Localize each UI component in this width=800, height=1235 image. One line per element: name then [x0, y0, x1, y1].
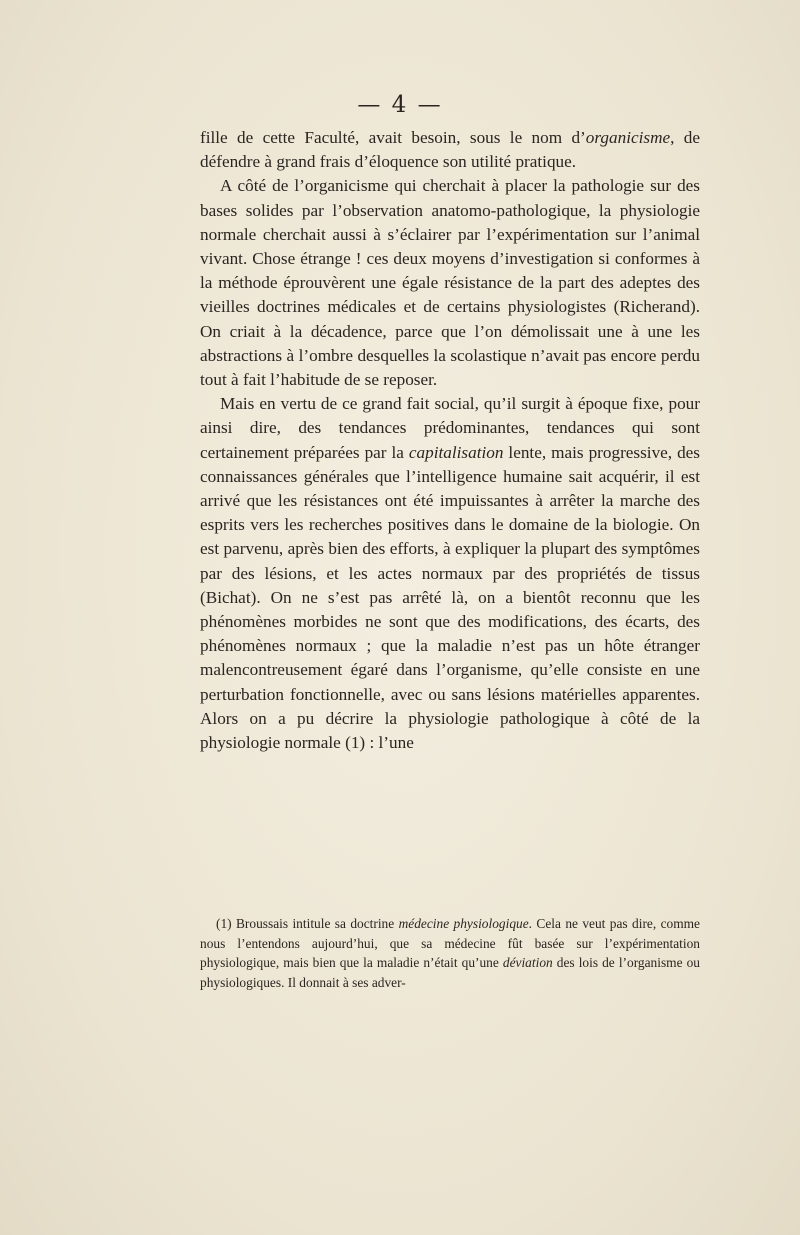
paragraph	[200, 174, 700, 392]
paragraph	[200, 392, 700, 755]
text-run: fille de cette Faculté, avait besoin, sous le nom d’	[200, 128, 586, 147]
text-run: . Cela ne veut pas dire, comme nous l’entendons aujourd’hui, que sa médecine fût basée sur l’expérimentation physiologique, mais bien que la maladie n’était qu’une	[200, 916, 700, 971]
body-text	[200, 126, 700, 755]
italic-text: organicisme	[585, 128, 671, 147]
footnote	[200, 914, 700, 992]
page-number: — 4 —	[357, 92, 443, 118]
italic-text: capitalisation	[408, 442, 504, 462]
text-run: , de défendre à grand frais d’éloquence son utilité pratique.	[200, 128, 700, 172]
text-run: A côté de l’organicisme qui cherchait à placer la pathologie sur des bases solides par l’observation anatomo-pathologique, la physiologie normale cherchait aussi à s’éclairer par l’expérimentation sur l’animal vivant. Chose étrange ! ces deux moyens d’investigation si conformes à la méthode éprouvèrent une égale résistance de la part des adeptes des vieilles doctrines médicales et de certains physiologistes (Richerand). On criait à la décadence, parce que l’on démolissait une à une les abstractions à l’ombre desquelles la scolastique n’avait pas encore perdu tout à fait l’habitude de se reposer.	[200, 176, 700, 390]
text-run: Mais en vertu de ce grand fait social, qu’il surgit à époque fixe, pour ainsi dire, des tendances prédominantes, tendances qui sont certainement préparées par la	[200, 394, 700, 462]
text-run: (1) Broussais intitule sa doctrine	[216, 916, 399, 931]
paragraph	[200, 126, 700, 174]
italic-text: déviation	[502, 955, 553, 971]
italic-text: médecine physiologique	[398, 916, 529, 931]
text-run: lente, mais progressive, des connaissances générales que l’intelligence humaine sait acquérir, il est arrivé que les résistances ont été impuissantes à arrêter la marche des esprits vers les recherches positives dans le domaine de la biologie. On est parvenu, après bien des efforts, à expliquer la plupart des symptômes par des lésions, et les actes normaux par des propriétés de tissus (Bichat). On ne s’est pas arrêté là, on a bientôt reconnu que les phénomènes morbides ne sont que des modifications, des écarts, des phénomènes normaux ; que la maladie n’est pas un hôte étranger malencontreusement égaré dans l’organisme, qu’elle consiste en une perturbation fonctionnelle, avec ou sans lésions matérielles apparentes. Alors on a pu décrire la physiologie pathologique à côté de la physiologie normale (1) : l’une	[200, 442, 700, 753]
text-run: des lois de l’organisme ou physiologiques. Il donnait à ses adver-	[200, 955, 700, 990]
